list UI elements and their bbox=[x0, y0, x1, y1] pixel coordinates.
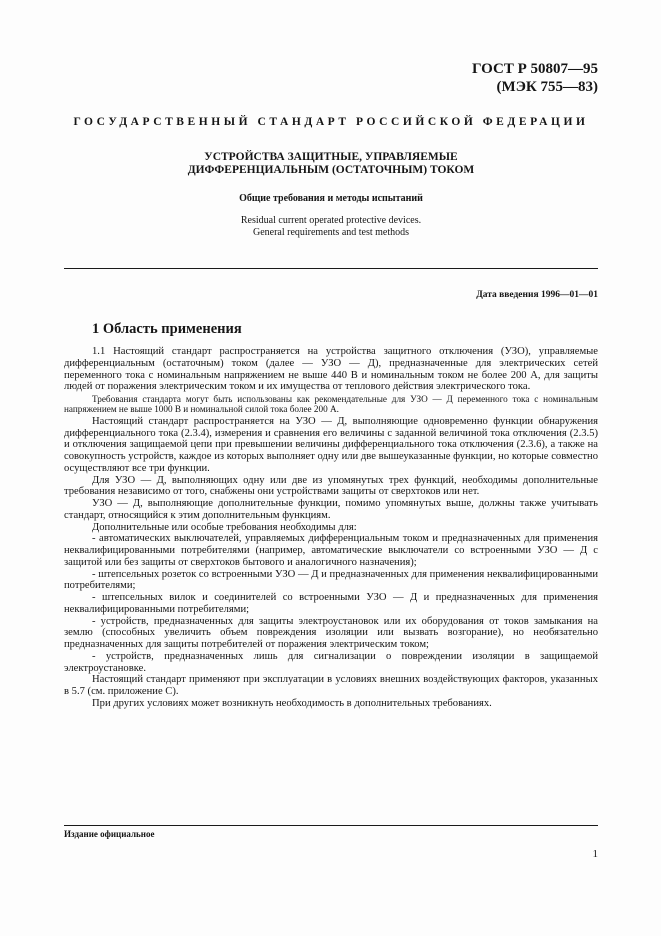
paragraph: Настоящий стандарт распространяется на УЗО — Д, выполняющие одновременно функции обнаружения дифференциального тока (2.3.4), измерения и сравнения его величины с заданной величиной тока отключения (2.3.5) и отключения защищаемой цепи при превышении величины дифференциального тока отключения (2.3.6), а также на совокупность устройств, каждое из которых выполняет одну или две вышеуказанные функции, но которые совместно осуществляют все три функции. bbox=[64, 415, 598, 474]
official-edition-label: Издание официальное bbox=[64, 829, 155, 839]
paragraph: УЗО — Д, выполняющие дополнительные функции, помимо упомянутых выше, должны также учитывать стандарт, относящийся к этим дополнительным функциям. bbox=[64, 498, 598, 521]
english-title-line1: Residual current operated protective devices. bbox=[240, 215, 422, 226]
state-standard-banner: ГОСУДАРСТВЕННЫЙ СТАНДАРТ РОССИЙСКОЙ ФЕДЕРАЦИИ bbox=[73, 116, 589, 128]
document-subtitle: Общие требования и методы испытаний bbox=[239, 193, 423, 204]
standard-code bbox=[380, 60, 598, 96]
document-title-line2: ДИФФЕРЕНЦИАЛЬНЫМ (ОСТАТОЧНЫМ) ТОКОМ bbox=[187, 164, 475, 176]
standard-code-iec: (МЭК 755—83) bbox=[496, 79, 598, 95]
list-item: - автоматических выключателей, управляемых дифференциальным током и предназначенных для применения неквалифицированными потребителями (например, автоматические выключатели со встроенными УЗО — Д с защитой или без защиты от сверхтоков бытового и аналогичного назначения); bbox=[64, 533, 598, 568]
list-item: - устройств, предназначенных для защиты электроустановок или их оборудования от токов замыкания на землю (способных увеличить объем повреждения изоляции или вызвать возгорание), но необязательно предназначенных для защиты потребителей от поражения электрическим током; bbox=[64, 615, 598, 651]
section-heading: 1 Область применения bbox=[92, 321, 242, 337]
paragraph: Для УЗО — Д, выполняющих одну или две из упомянутых трех функций, необходимы дополнительные требования независимо от того, снабжены они устройствами защиты от сверхтоков или нет. bbox=[64, 474, 598, 498]
document-title-line1: УСТРОЙСТВА ЗАЩИТНЫЕ, УПРАВЛЯЕМЫЕ bbox=[204, 151, 458, 163]
standard-code-gost: ГОСТ Р 50807—95 bbox=[471, 61, 598, 77]
document-title bbox=[64, 151, 598, 177]
list-item: - штепсельных розеток со встроенными УЗО — Д и предназначенных для применения неквалифицированными потребителями; bbox=[64, 568, 598, 592]
english-title-line2: General requirements and test methods bbox=[252, 227, 410, 238]
footer-divider bbox=[64, 825, 598, 826]
paragraph-note: Требования стандарта могут быть использованы как рекомендательные для УЗО — Д переменного тока с номинальным напряжением не выше 1000 В и номинальной силой тока более 200 А. bbox=[64, 394, 598, 415]
page-number: 1 bbox=[592, 848, 598, 860]
header-divider bbox=[64, 268, 598, 269]
list-item: - устройств, предназначенных лишь для сигнализации о повреждении изоляции в защищаемой электроустановке. bbox=[64, 650, 598, 674]
section-body bbox=[64, 346, 598, 710]
paragraph: Дополнительные или особые требования необходимы для: bbox=[92, 521, 357, 533]
list-item: - штепсельных вилок и соединителей со встроенными УЗО — Д и предназначенных для применения неквалифицированными потребителями; bbox=[64, 592, 598, 615]
english-title bbox=[64, 215, 598, 239]
paragraph: 1.1 Настоящий стандарт распространяется на устройства защитного отключения (УЗО), управляемые дифференциальным (остаточным) током (далее — УЗО — Д), предназначенные для электрических сетей переменного тока с номинальным напряжением не выше 440 В и номинальным током не более 200 А, для защиты людей от поражения электрическим током и их имущества от теплового действия электрического тока. bbox=[64, 346, 598, 393]
paragraph: При других условиях может возникнуть необходимость в дополнительных требованиях. bbox=[92, 697, 492, 709]
paragraph: Настоящий стандарт применяют при эксплуатации в условиях внешних воздействующих факторов, указанных в 5.7 (см. приложение С). bbox=[64, 674, 598, 698]
introduction-date: Дата введения 1996—01—01 bbox=[476, 290, 598, 300]
